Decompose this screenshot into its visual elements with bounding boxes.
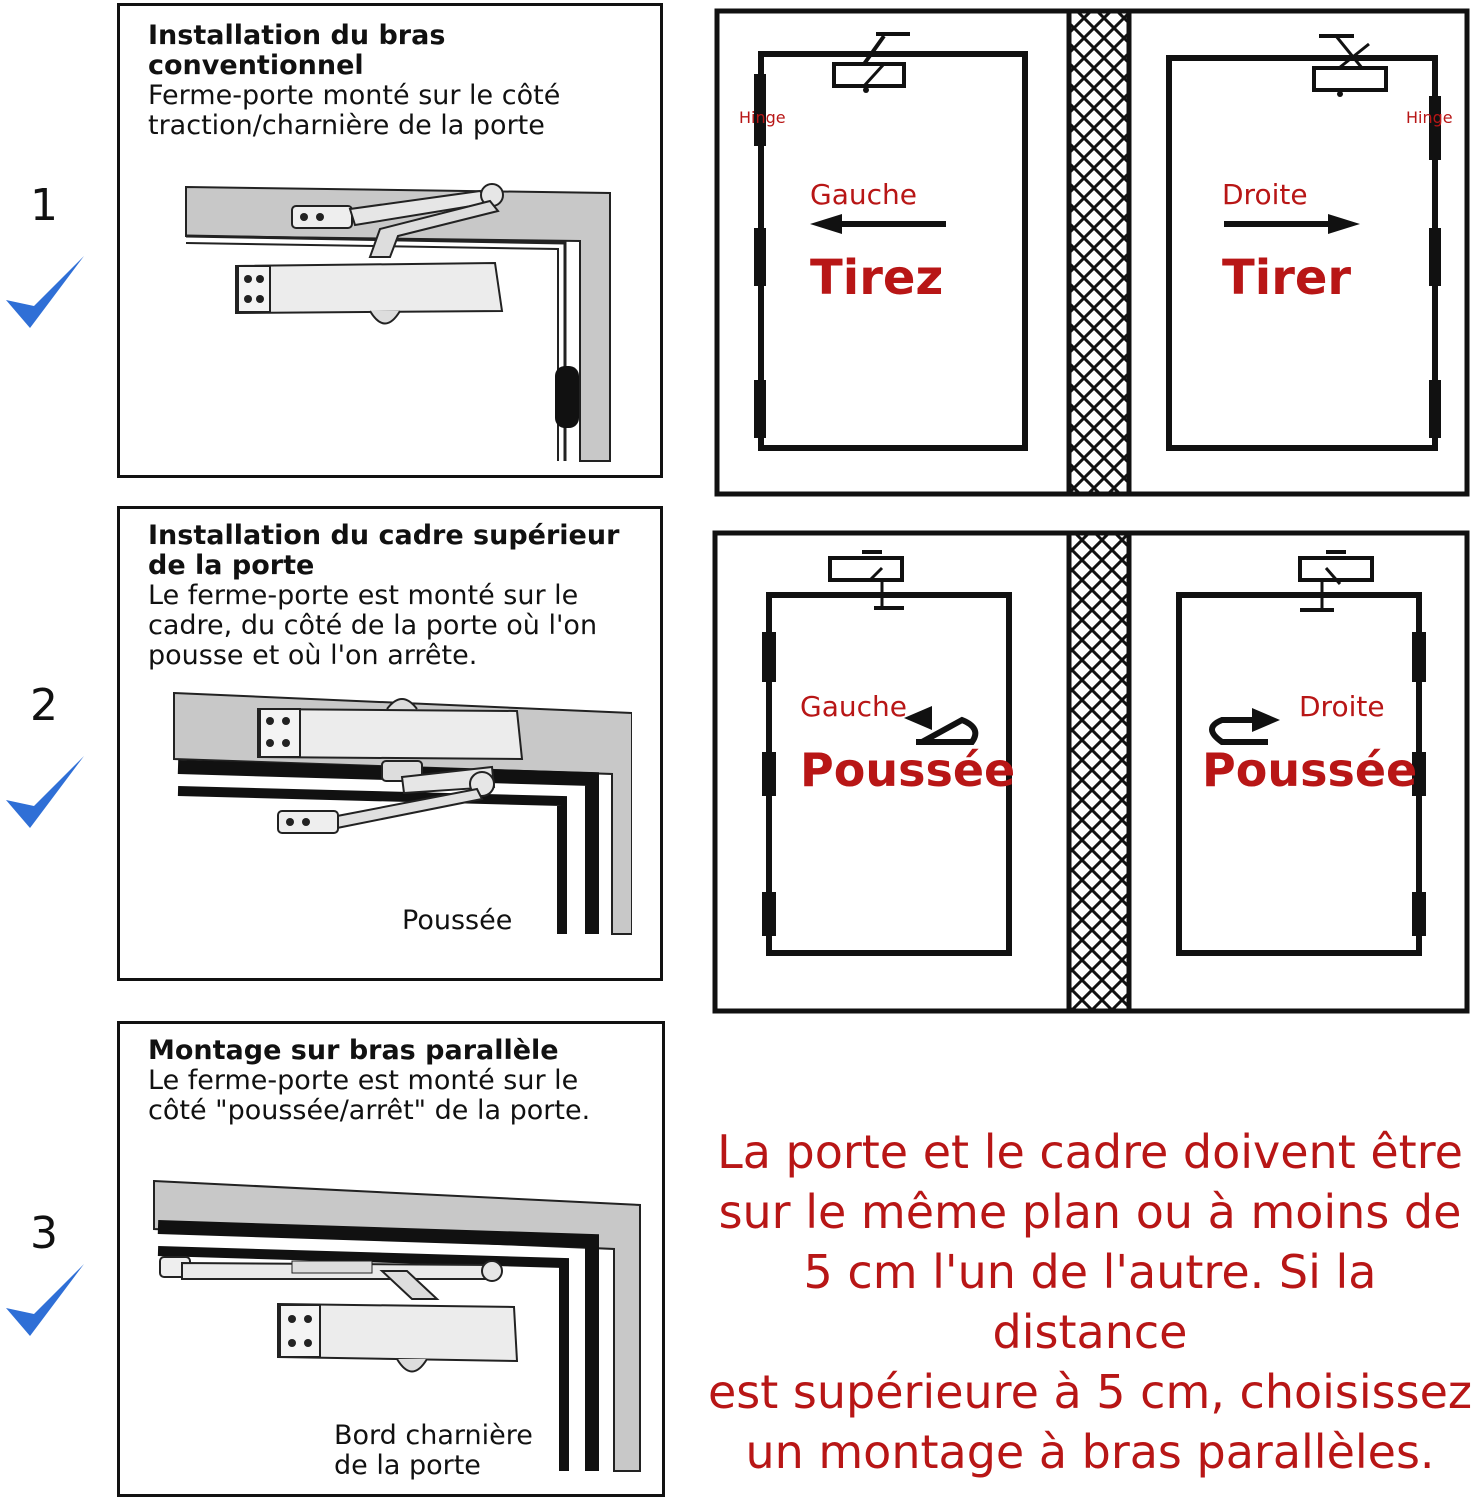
hinge-label: Hinge — [739, 108, 786, 127]
panel-description: traction/charnière de la porte — [148, 110, 545, 141]
panel-parallel-arm — [117, 1021, 665, 1497]
panel-title: Montage sur bras parallèle — [148, 1035, 559, 1066]
action-push-left-label: Poussée — [800, 743, 1016, 797]
direction-left-label: Gauche — [810, 178, 917, 211]
panel-caption: Bord charnière — [334, 1420, 533, 1451]
note-line: un montage à bras parallèles. — [745, 1425, 1435, 1479]
step-number-1: 1 — [30, 180, 58, 231]
checkmark-icon — [4, 248, 86, 330]
panel-title: de la porte — [148, 550, 315, 581]
action-pull-right-label: Tirer — [1222, 250, 1352, 306]
panel-title: conventionnel — [148, 50, 364, 81]
checkmark-icon — [4, 1256, 86, 1338]
panel-conventional-arm — [117, 3, 663, 478]
hinge-label: Hinge — [1406, 108, 1453, 127]
panel-title: Installation du cadre supérieur — [148, 520, 620, 551]
checkmark-icon — [4, 748, 86, 830]
door-closer-illustration — [180, 181, 620, 466]
installation-note — [700, 1122, 1472, 1482]
note-line: est supérieure à 5 cm, choisissez — [707, 1365, 1472, 1419]
panel-description: Le ferme-porte est monté sur le — [148, 580, 579, 611]
panel-description: pousse et où l'on arrête. — [148, 640, 478, 671]
note-line: sur le même plan ou à moins de — [718, 1185, 1462, 1239]
panel-description: Le ferme-porte est monté sur le — [148, 1065, 579, 1096]
panel-description: cadre, du côté de la porte où l'on — [148, 610, 598, 641]
pull-door-diagram — [714, 8, 1470, 498]
push-door-diagram — [712, 530, 1470, 1016]
panel-top-frame — [117, 506, 663, 981]
door-closer-illustration — [172, 689, 632, 939]
note-line: La porte et le cadre doivent être — [717, 1125, 1463, 1179]
panel-caption: de la porte — [334, 1450, 481, 1481]
step-number-2: 2 — [30, 680, 58, 731]
panel-title: Installation du bras — [148, 20, 446, 51]
panel-description: Ferme-porte monté sur le côté — [148, 80, 561, 111]
action-pull-left-label: Tirez — [810, 250, 944, 306]
panel-caption: Poussée — [402, 905, 513, 936]
action-push-right-label: Poussée — [1202, 743, 1418, 797]
panel-description: côté "poussée/arrêt" de la porte. — [148, 1095, 591, 1126]
direction-right-label: Droite — [1299, 690, 1385, 723]
note-line: 5 cm l'un de l'autre. Si la distance — [803, 1245, 1377, 1359]
direction-left-label: Gauche — [800, 690, 907, 723]
direction-right-label: Droite — [1222, 178, 1308, 211]
step-number-3: 3 — [30, 1208, 58, 1259]
